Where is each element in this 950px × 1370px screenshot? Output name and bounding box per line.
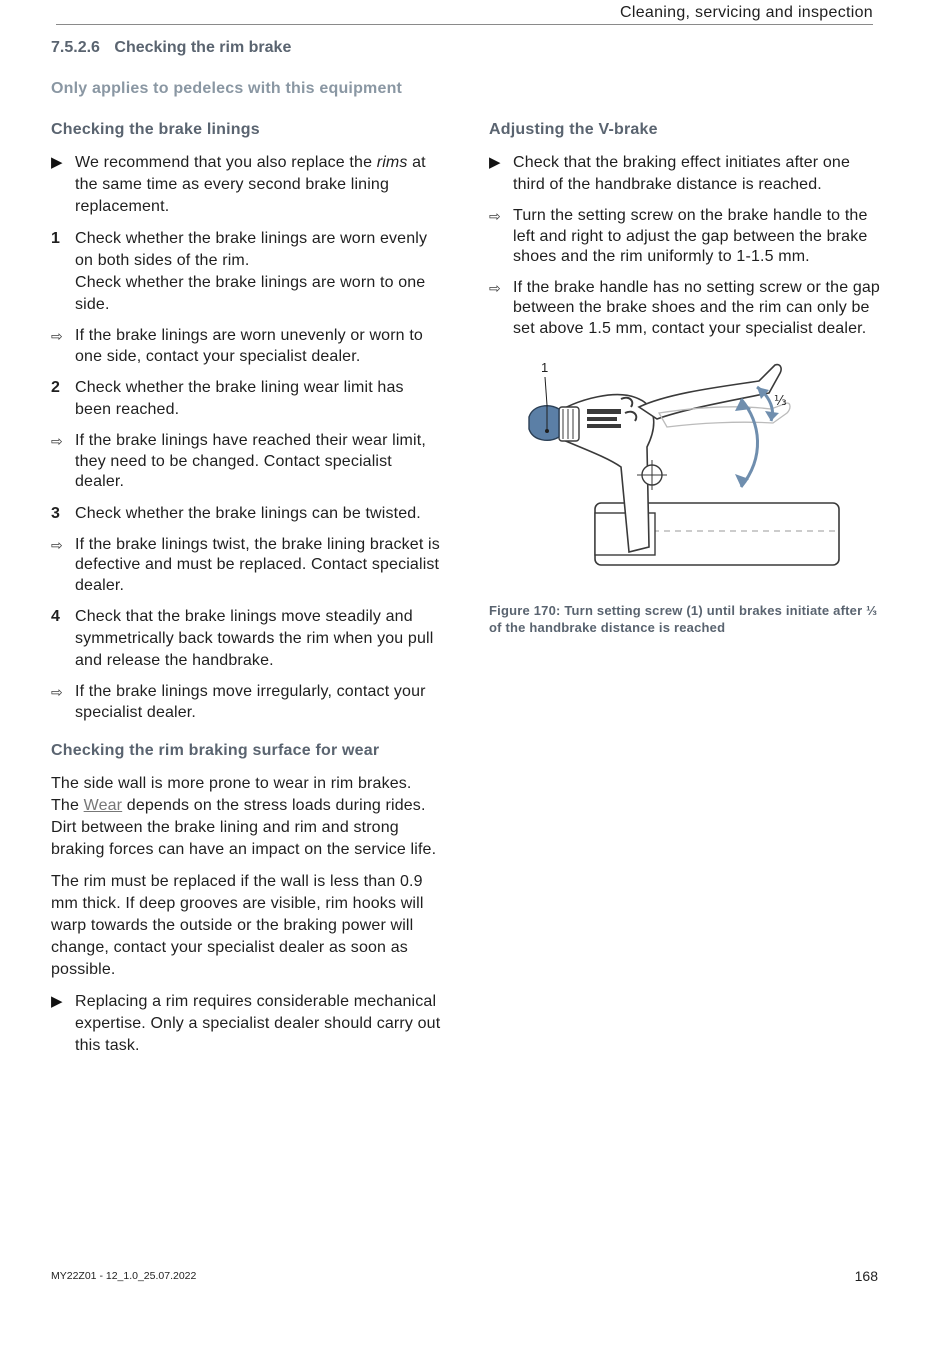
step-text: Check whether the brake linings are worn evenly on both sides of the rim. (75, 230, 428, 269)
tip-text: Check that the braking effect initiates after one third of the handbrake distance is reached. (513, 154, 851, 193)
fraction-label: ⅓ (774, 394, 787, 409)
page-number: 168 (854, 1268, 878, 1284)
footer-doc-id: MY22Z01 - 12_1.0_25.07.2022 (51, 1270, 197, 1282)
result-arrow-icon: ⇨ (51, 536, 63, 553)
callout-number: 1 (541, 360, 549, 375)
result-arrow-icon: ⇨ (51, 433, 63, 449)
result-text: If the brake linings move irregularly, contact your specialist dealer. (75, 683, 426, 721)
tip-item (51, 991, 443, 1057)
subheading-v-brake: Adjusting the V-brake (489, 121, 658, 138)
tip-text: Replacing a rim requires considerable mechanical expertise. Only a specialist dealer should carry out this task. (75, 993, 441, 1054)
setting-screw (529, 406, 559, 441)
tip-text: We recommend that you also replace the rims at the same time as every second brake lining replacement. (75, 154, 426, 215)
result-item (51, 682, 443, 723)
result-text: If the brake linings have reached their wear limit, they need to be changed. Contact specialist dealer. (75, 432, 426, 490)
result-text: Turn the setting screw on the brake handle to the left and right to adjust the gap between the brake shoes and the rim uniformly to 1-1.5 mm. (513, 207, 868, 265)
result-item (489, 278, 884, 340)
right-column (489, 120, 884, 636)
brake-lever-figure (489, 357, 884, 592)
paragraph: The rim must be replaced if the wall is less than 0.9 mm thick. If deep grooves are visible, rim hooks will warp towards the outside or the braking power will change, contact your specialist dealer as soon as possible. (51, 873, 424, 978)
result-item (51, 326, 443, 367)
step-text: Check whether the brake linings are worn to one side. (75, 274, 426, 313)
wear-link[interactable]: Wear (83, 797, 123, 814)
result-item (51, 431, 443, 493)
step-number: 1 (51, 230, 61, 247)
tip-marker-icon: ▶ (51, 154, 63, 171)
paragraph: The side wall is more prone to wear in rim brakes. The Wear depends on the stress loads during rides. Dirt between the brake lining and rim and strong braking forces can have an impact on the service life. (51, 775, 437, 858)
result-arrow-icon: ⇨ (489, 208, 501, 224)
result-arrow-icon: ⇨ (51, 328, 63, 344)
tip-marker-icon: ▶ (489, 154, 501, 171)
result-arrow-icon: ⇨ (51, 684, 63, 700)
brake-lever-illustration (489, 357, 884, 592)
step-item (51, 377, 443, 421)
section-heading (51, 39, 291, 57)
step-item (51, 228, 443, 316)
tip-item (51, 152, 443, 218)
section-number: 7.5.2.6 (51, 39, 100, 56)
step-text: Check whether the brake lining wear limit has been reached. (75, 379, 404, 418)
section-title: Checking the rim brake (114, 39, 292, 56)
result-text: If the brake linings are worn unevenly or worn to one side, contact your specialist dealer. (75, 327, 423, 365)
step-number: 3 (51, 504, 61, 522)
result-item (51, 535, 443, 597)
tip-marker-icon: ▶ (51, 993, 63, 1010)
result-text: If the brake linings twist, the brake lining bracket is defective and must be replaced. Contact specialist dealer. (75, 535, 440, 594)
header-rule (56, 24, 873, 25)
step-number: 2 (51, 379, 61, 396)
result-text: If the brake handle has no setting screw or the gap between the brake shoes and the rim can only be set above 1.5 mm, contact your specialist dealer. (513, 278, 880, 337)
step-number: 4 (51, 608, 61, 625)
subheading-brake-linings: Checking the brake linings (51, 121, 260, 138)
step-item (51, 503, 443, 525)
applicability-note: Only applies to pedelecs with this equipment (51, 80, 403, 97)
step-text: Check that the brake linings move steadily and symmetrically back towards the rim when you pull and release the handbrake. (75, 608, 434, 669)
result-arrow-icon: ⇨ (489, 279, 501, 296)
subheading-rim-wear: Checking the rim braking surface for wear (51, 742, 380, 759)
step-item (51, 606, 443, 672)
step-text: Check whether the brake linings can be twisted. (75, 504, 421, 522)
figure-caption: Figure 170: Turn setting screw (1) until brakes initiate after ⅓ of the handbrake distance is reached (489, 603, 878, 635)
running-header: Cleaning, servicing and inspection (619, 4, 873, 21)
travel-arrow-icon (741, 399, 758, 487)
result-item (489, 206, 884, 268)
left-column (51, 120, 443, 1067)
tip-item (489, 152, 884, 196)
